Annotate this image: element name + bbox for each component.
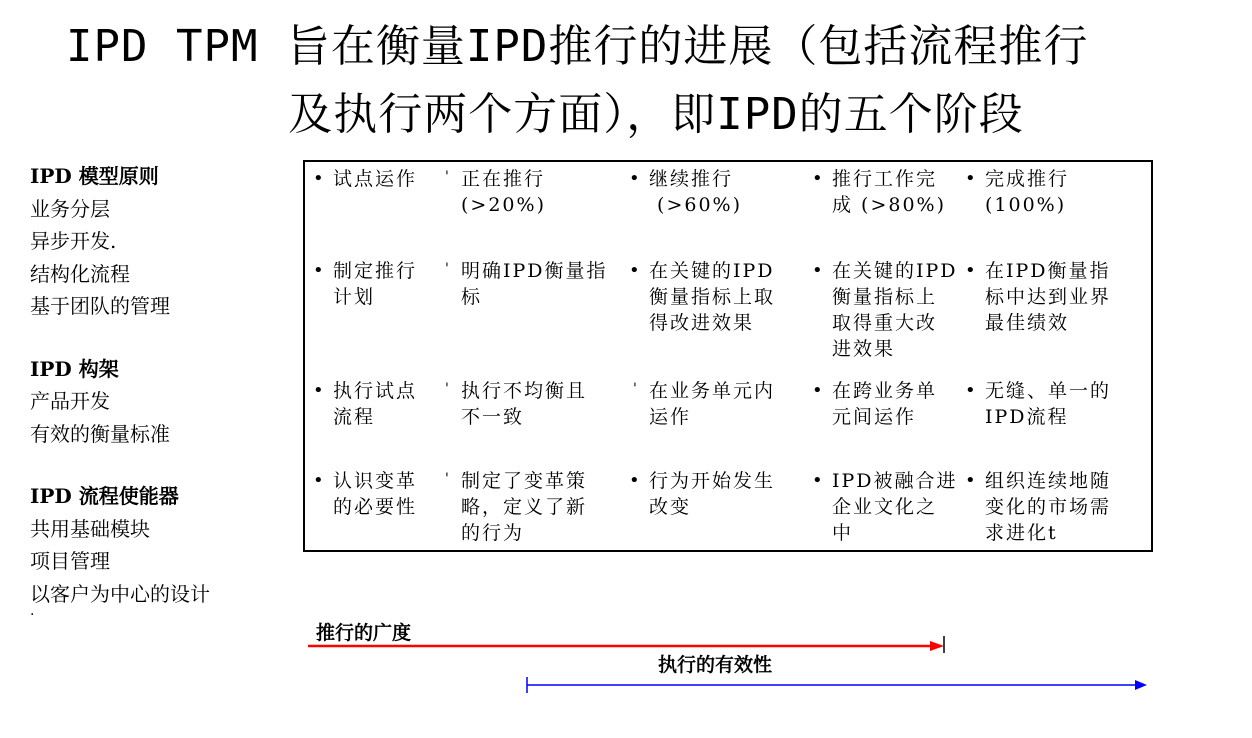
stage-cell-text: 执行试点 流程 [333,380,418,428]
bullet-mark: • [965,260,978,281]
trailing-dot: . [30,603,35,619]
sidebar-item: 以客户为中心的设计 [30,581,210,606]
sidebar-group-model-principles [30,160,280,323]
stage-cell [437,378,625,430]
stage-cell-text: 试点运作 [333,168,418,190]
bullet-mark: • [812,380,825,401]
stage-cell [625,378,808,430]
bullet-mark: ' [445,381,451,397]
bullet-mark: • [313,260,326,281]
stage-cell [808,166,961,218]
stage-cell-text: 认识变革 的必要性 [333,470,418,518]
bullet-mark: • [965,380,978,401]
stage-cell-text: 行为开始发生 改变 [649,470,776,518]
bullet-mark: ' [633,381,639,397]
sidebar-item: 基于团队的管理 [30,294,170,318]
stage-cell [961,378,1151,430]
sidebar-heading: IPD 流程使能器 [30,484,179,508]
bullet-mark: • [313,470,326,491]
stage-cell [309,258,437,310]
stage-cell [437,258,625,310]
sidebar-item: 产品开发 [30,389,110,413]
bullet-mark: • [965,168,978,189]
sidebar-group-process-enablers [30,480,280,610]
stage-cell-text: 制定推行 计划 [333,260,418,308]
stage-cell [309,378,437,430]
stage-cell [961,258,1151,336]
sidebar-item: 有效的衡量标准 [30,421,170,446]
stage-cell [625,166,808,218]
bullet-mark: • [812,470,825,491]
bullet-mark: • [812,168,825,189]
stage-cell [625,468,808,520]
stage-cell-text: 组织连续地随 变化的市场需 求进化t [985,470,1112,544]
stage-cell [808,468,961,546]
stage-cell-text: 制定了变革策 略，定义了新 的行为 [461,470,588,544]
sidebar-item: 结构化流程 [30,261,130,286]
stage-cell-text: 在业务单元内 运作 [649,380,776,428]
stage-cell-text: 推行工作完 成 (>80%) [832,168,947,216]
stage-cell [625,258,808,336]
stage-cell-text: IPD被融合进 企业文化之 中 [832,470,958,544]
stage-cell-text: 无缝、单一的 IPD流程 [985,380,1112,428]
stage-cell [808,258,961,362]
stage-grid [303,160,1153,552]
sidebar-item: 异步开发. [30,229,117,253]
sidebar-item: 项目管理 [30,549,110,573]
page-title-line-1: IPD TPM 旨在衡量IPD推行的进展（包括流程推行 [66,21,1089,72]
stage-cell-text: 完成推行 (100%) [985,168,1070,216]
bullet-mark: • [965,470,978,491]
stage-cell-text: 在关键的IPD 衡量指标上取 得改进效果 [649,260,776,334]
bullet-mark: • [629,470,642,491]
bullet-mark: ' [445,471,451,487]
sidebar-heading: IPD 构架 [30,356,119,381]
bullet-mark: ' [445,261,451,277]
bullet-mark: • [629,260,642,281]
sidebar-heading: IPD 模型原则 [30,164,159,188]
sidebar-item: 共用基础模块 [30,516,150,541]
stage-cell [437,468,625,546]
bullet-mark: • [313,380,326,401]
stage-cell [437,166,625,218]
stage-cell-text: 在跨业务单 元间运作 [832,380,938,428]
stage-cell [808,378,961,430]
bullet-mark: • [629,168,642,189]
effectiveness-arrow-head [1135,680,1147,690]
stage-cell [309,468,437,520]
bullet-mark: • [812,260,825,281]
effectiveness-label: 执行的有效性 [658,654,773,676]
page-title-line-2: 及执行两个方面），即IPD的五个阶段 [288,89,1024,140]
stage-cell-text: 继续推行 (>60%) [649,168,743,216]
bullet-mark: • [313,168,326,189]
stage-cell-text: 明确IPD衡量指 标 [461,260,608,308]
stage-cell-text: 在IPD衡量指 标中达到业界 最佳绩效 [985,260,1112,334]
stage-cell [961,468,1151,546]
sidebar-group-framework [30,353,280,451]
sidebar-item: 业务分层 [30,196,110,221]
stage-cell [309,166,437,192]
stage-cell-text: 执行不均衡且 不一致 [461,380,588,428]
breadth-label: 推行的广度 [316,622,412,644]
stage-cell [961,166,1151,218]
stage-cell-text: 在关键的IPD 衡量指标上 取得重大改 进效果 [832,260,958,360]
sidebar [30,160,280,618]
breadth-arrow-head [930,641,944,651]
stage-cell-text: 正在推行 (>20%) [461,168,546,216]
bullet-mark: ' [445,169,451,185]
